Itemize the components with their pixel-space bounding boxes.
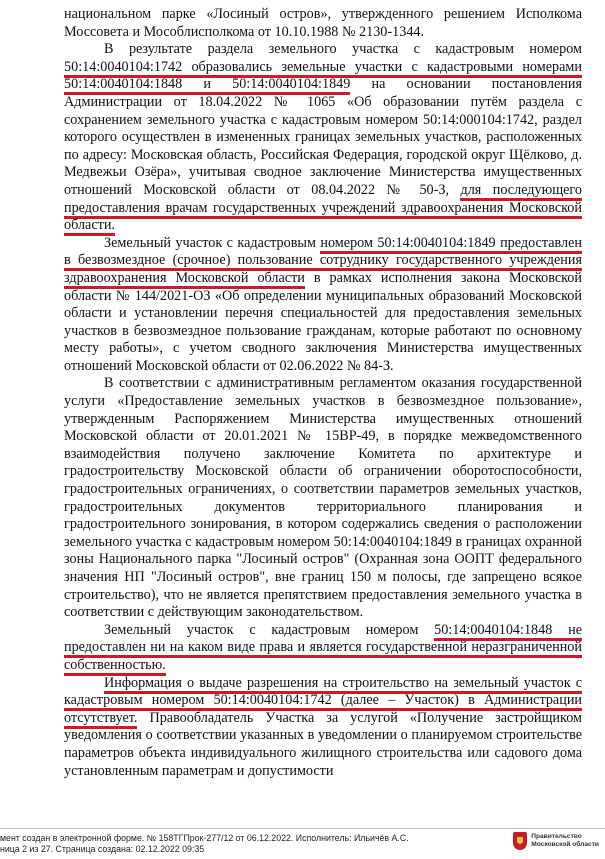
red-underline-permit: Информация о выдаче разрешения на строительство на земельный участок с кадастровым номером 50:14:0040104:1742 (далее – Участок) в Администрации отсутствует. [64,675,582,729]
coat-of-arms-icon [513,832,527,850]
paragraph-2 [64,235,582,376]
paragraph-3 [64,375,582,621]
red-underline-1849: номером 50:14:0040104:1849 предоставлен в безвозмездное (срочное) пользование сотруднику государственного учреждения здравоохранения Московской области [64,235,582,289]
paragraph-4 [64,622,582,675]
paragraph-3-text: В соответствии с административным регламентом оказания государственной услуги «Предоставление земельных участков в безвозмездное пользование», утвержденным Распоряжением Министерства имущественных отношений Московской области от 20.01.2021 № 15ВР-49, в порядке межведомственного взаимодействия получено заключение Комитета по архитектуре и градостроительству Московской области об ограничении оборотоспособности, градостроительных ограничениях, о соответствии параметров земельных участков, градостроительных документов территориального планирования и градостроительного зонирования, в котором содержались сведения о расположении земельного участка с кадастровым номером 50:14:0040104:1849 в границах охранной зоны Национального парка "Лосиный остров" (Охранная зона ООПТ федерального значения НП "Лосиный остров", вне границ 150 м полосы, где запрещено всякое строительство), что не является препятствием предоставления земельного участка в соответствии с действующим законодательством. [64,375,582,621]
logo-text [531,833,599,849]
logo-text-line1: Правительство [531,833,582,840]
paragraph-5 [64,675,582,781]
paragraph-0-text: национальном парке «Лосиный остров», утвержденного решением Исполкома Моссовета и Мособлисполкома от 10.10.1988 № 2130-1344. [64,6,582,40]
paragraph-5-text-b: Правообладатель Участка за услугой «Получение застройщиком уведомления о соответствии указанных в уведомлении о планируемом строительстве параметров объекта индивидуального жилищного строительства или садового дома установленным параметрам и допустимости [64,709,582,779]
paragraph-2-text-b: в рамках исполнения закона Московской области № 144/2021-ОЗ «Об определении муниципальных образований Московской области и установлении перечня специальностей для предоставления земельных участков в безвозмездное пользование гражданам, которые работают по основному месту работы», с учетом сводного заключения Министерства имущественных отношений Московской области от 02.06.2022 № 84-З. [64,269,582,374]
page-footer [0,828,605,859]
paragraph-2-text-a: Земельный участок с кадастровым [104,234,321,251]
government-logo [513,832,599,850]
paragraph-1-text-b: на основании постановления Администрации от 18.04.2022 № 1065 «Об образовании путём раздела с сохранением земельного участка с кадастровым номером 50:14:000104:1742, раздел которого осуществлен в измененных границах земельных участков, расположенных по адресу: Московская область, Российская Федерация, городской округ Щёлково, д. Медвежьи Озёра», учитывая сводное заключение Министерства имущественных отношений Московской области от 08.04.2022 № 50-З, [64,76,582,198]
red-underline-cadastral: 50:14:0040104:1742 образовались земельные участки с кадастровыми номерами 50:14:0040104:1848 и 50:14:0040104:1849 [64,59,582,96]
paragraph-1-text-a: В результате раздела земельного участка с кадастровым номером [104,41,582,58]
red-underline-purpose: для последующего предоставления врачам государственных учреждений здравоохранения Московской области. [64,182,582,236]
logo-text-line2: Московской области [531,841,599,848]
paragraph-0 [64,6,582,41]
paragraph-4-text-a: Земельный участок с кадастровым номером [104,621,435,638]
document-body [64,6,582,780]
paragraph-1 [64,41,582,235]
footer-document-info: мент создан в электронной форме. № 158ТГПрок-277/12 от 06.12.2022. Исполнитель: Ильичёв А.С. [0,833,409,843]
footer-page-info: ница 2 из 27. Страница создана: 02.12.2022 09:35 [0,844,205,854]
red-underline-1848: 50:14:0040104:1848 не предоставлен ни на каком виде права и является государственной неразграниченной собственностью. [64,622,582,676]
